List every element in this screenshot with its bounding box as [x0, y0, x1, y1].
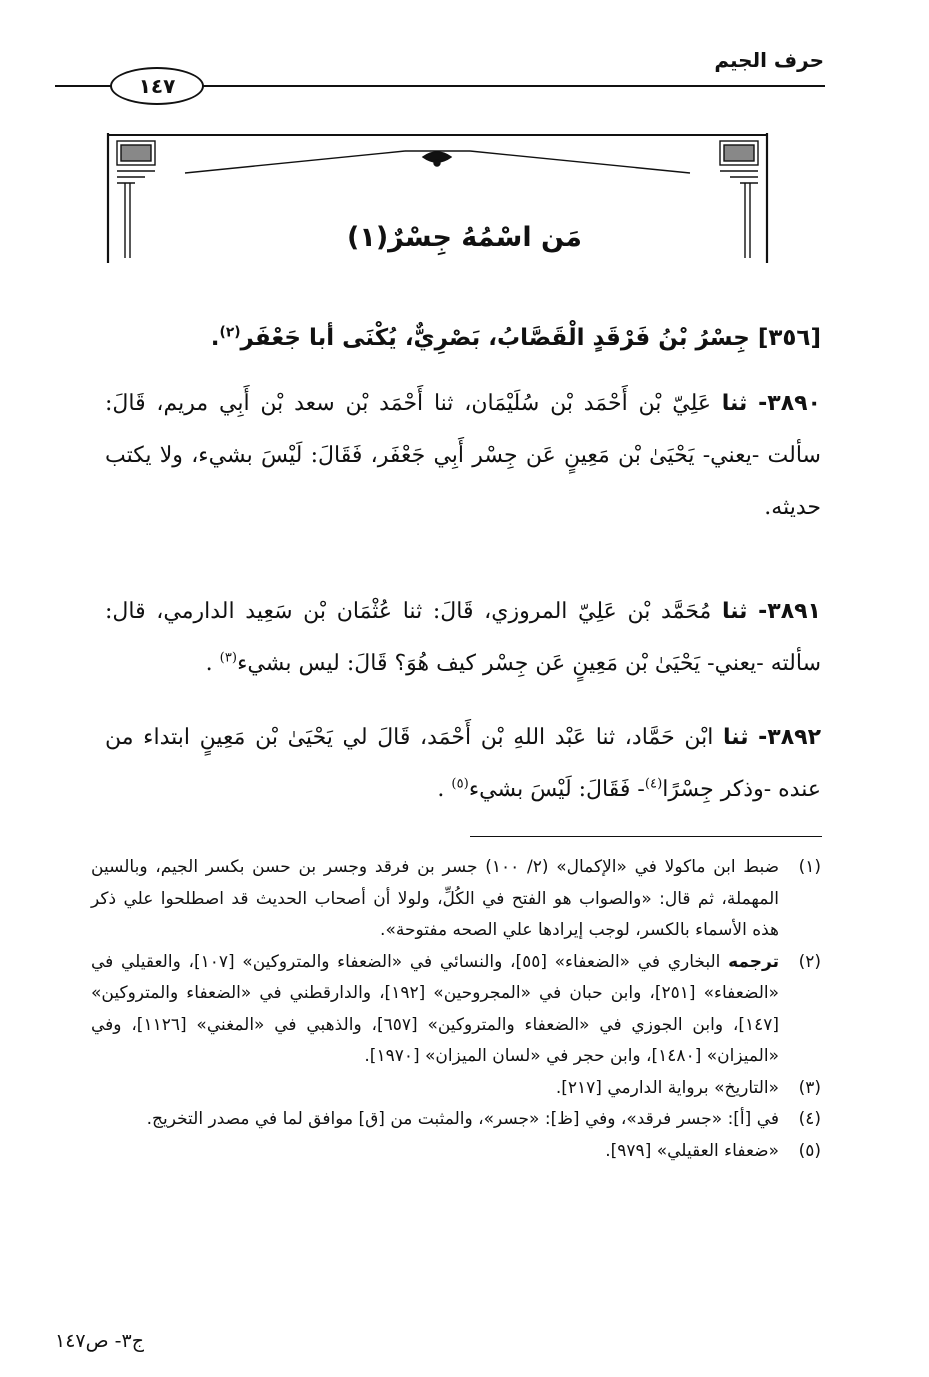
footnote-ref: (٣) — [219, 650, 238, 666]
footnote-ref: (٤) — [644, 776, 663, 792]
footnote-4 — [91, 1104, 821, 1136]
narration-number: ٣٨٩٠- — [758, 391, 821, 416]
narration-text: ابْن حَمَّاد، ثنا عَبْد اللهِ بْن أَحْمَد، قَالَ لي يَحْيَىٰ بْن مَعِينٍ ابتداء من عنده -وذكر جِسْرًا — [105, 725, 821, 802]
entry-name: جِسْرُ بْنُ فَرْقَدٍ الْقَصَّابُ، بَصْرِيٌّ، يُكْنَى أبا جَعْفَر — [240, 325, 750, 351]
footnote-rule — [470, 836, 822, 837]
footnote-2 — [91, 947, 821, 1073]
narration-text: عَلِيّ بْن أَحْمَد بْن سُلَيْمَان، ثنا أَحْمَد بْن سعد بْن أَبِي مريم، قَالَ: سألت -يعني- يَحْيَىٰ بْن مَعِينٍ عَن جِسْر أَبِي جَعْفَر، فَقَالَ: لَيْسَ بشيء، ولا يكتب حديثه. — [105, 391, 821, 520]
narration-3892 — [105, 712, 821, 816]
narration-text: مُحَمَّد بْن عَلِيّ المروزي، قَالَ: ثنا عُثْمَان بْن سَعِيد الدارمي، قال: سألته -يعني- يَحْيَىٰ بْن مَعِينٍ عَن جِسْر كيف هُوَ؟ قَالَ: ليس بشيء — [105, 599, 821, 676]
entry-end: . — [210, 325, 220, 351]
footnote-ref: (٥) — [451, 776, 469, 792]
footnote-lead: ترجمه — [728, 951, 779, 972]
footnote-text: ضبط ابن ماكولا في «الإكمال» (٢/ ١٠٠) جسر بن فرقد وجسر بن حسن بكسر الجيم، وبالسين المهملة، ثم قال: «والصواب هو الفتح في الكُلِّ، ولولا أن أصحاب الحديث قد اصطلحوا علي ذكر هذه الأسماء بالكسر، لوجب إيرادها علي الصحه مفتوحة». — [91, 857, 780, 940]
footnote-number: (٢) — [798, 951, 821, 972]
chapter-title: حرف الجيم — [714, 48, 824, 72]
narration-number: ٣٨٩٢- — [758, 725, 821, 750]
footnotes — [91, 852, 821, 1167]
footnote-text: البخاري في «الضعفاء» [٥٥]، والنسائي في «الضعفاء والمتروكين» [١٠٧]، والعقيلي في «الضعفاء» [٢٥١]، وابن حبان في «المجروحين» [١٩٢]، والدارقطني في «الضعفاء والمتروكين» [١٤٧]، وابن الجوزي في «الضعفاء والمتروكين» [٦٥٧]، والذهبي في «المغني» [١١٢٦]، وفي «الميزان» [١٤٨٠]، وابن حجر في «لسان الميزان» [١٩٧٠]. — [91, 951, 780, 1066]
narration-lead: ثنا — [721, 599, 748, 624]
footnote-number: (٤) — [798, 1109, 821, 1129]
footnote-text: «ضعفاء العقيلي» [٩٧٩]. — [605, 1140, 779, 1161]
footnote-5 — [91, 1136, 821, 1168]
footnote-number: (٥) — [798, 1140, 821, 1161]
narration-lead: ثنا — [721, 391, 748, 416]
footnote-number: (١) — [798, 857, 821, 877]
narration-3890 — [105, 378, 821, 534]
narration-lead: ثنا — [722, 725, 749, 750]
footnote-3 — [91, 1073, 821, 1105]
section-heading: مَن اسْمُهُ جِسْرٌ(١) — [347, 222, 582, 253]
entry-title — [105, 312, 821, 364]
footnote-text: في [أ]: «جسر فرقد»، وفي [ظ]: «جسر»، والمثبت من [ق] موافق لما في مصدر التخريج. — [146, 1109, 779, 1129]
footnote-ref: (٢) — [219, 324, 241, 341]
footnote-1 — [91, 852, 821, 947]
narration-3891 — [105, 586, 821, 690]
entry-number: [٣٥٦] — [757, 325, 821, 351]
footnote-text: «التاريخ» برواية الدارمي [٢١٧]. — [555, 1077, 779, 1098]
page-reference: ج٣- ص١٤٧ — [55, 1330, 144, 1352]
narration-text-cont: - فَقَالَ: لَيْسَ بشيء — [468, 777, 645, 802]
narration-number: ٣٨٩١- — [758, 599, 821, 624]
narration-end: . — [437, 777, 445, 802]
narration-end: . — [205, 651, 213, 676]
page-number: ١٤٧ — [110, 67, 204, 105]
footnote-number: (٣) — [798, 1077, 821, 1098]
